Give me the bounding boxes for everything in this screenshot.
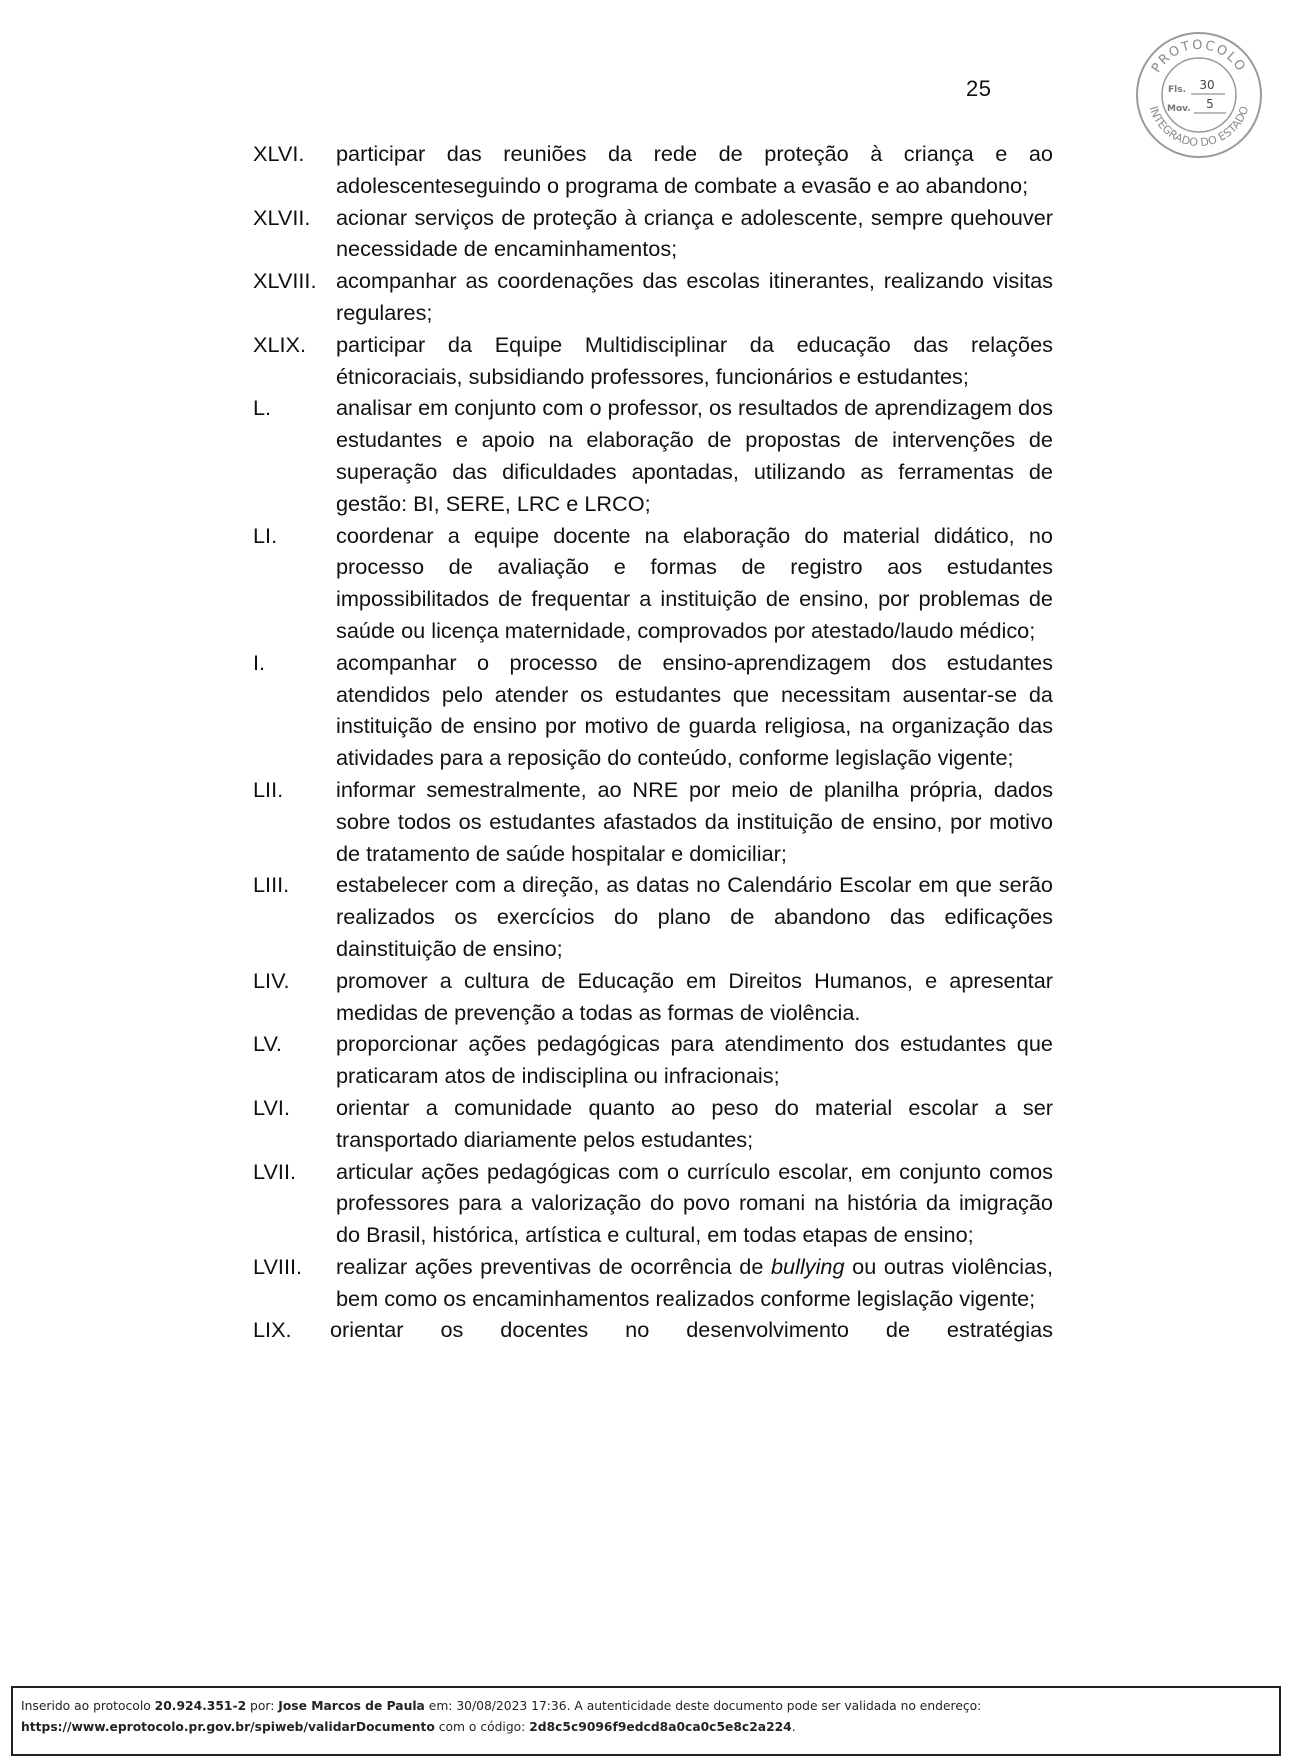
list-item: [253, 202, 1053, 266]
item-text: [336, 1251, 1053, 1315]
item-text: acompanhar as coordenações das escolas itinerantes, realizando visitas regulares;: [336, 268, 1053, 325]
list-item: [253, 869, 1053, 964]
item-text: articular ações pedagógicas com o currículo escolar, em conjunto comos professores para a valorização do povo romani na história da imigração do Brasil, histórica, artística e cultural, em todas etapas de ensino;: [336, 1158, 1053, 1248]
item-text-before: realizar ações preventivas de ocorrência de: [336, 1253, 771, 1279]
item-number: LVI.: [253, 1094, 290, 1120]
item-number: XLVIII.: [253, 268, 317, 294]
item-number: LVIII.: [253, 1253, 303, 1279]
validation-url[interactable]: https://www.eprotocolo.pr.gov.br/spiweb/validarDocumento: [21, 1720, 435, 1734]
stamp-fls-value: 30: [1199, 78, 1215, 92]
list-item: [253, 138, 1053, 202]
item-number: L.: [253, 395, 272, 421]
item-number: LIX.: [253, 1317, 292, 1343]
item-text: acompanhar o processo de ensino-aprendizagem dos estudantes atendidos pelo atender os estudantes que necessitam ausentar-se da instituição de ensino por motivo de guarda religiosa, na organização das atividades para a reposição do conteúdo, conforme legislação vigente;: [336, 649, 1053, 771]
item-text: acionar serviços de proteção à criança e adolescente, sempre quehouver necessidade de encaminhamentos;: [336, 204, 1053, 262]
footer-text: com o código:: [434, 1720, 530, 1734]
stamp-mov-label: Mov.: [1167, 104, 1191, 114]
stamp-mov-value: 5: [1206, 97, 1214, 111]
item-number: LIII.: [253, 872, 290, 898]
stamp-bottom-text: INTEGRADO DO ESTADO: [1146, 104, 1252, 150]
item-text: informar semestralmente, ao NRE por meio de planilha própria, dados sobre todos os estudantes afastados da instituição de ensino, por motivo de tratamento de saúde hospitalar e domiciliar;: [336, 776, 1053, 866]
protocol-stamp: [1134, 30, 1264, 160]
item-text: orientar os docentes no desenvolvimento de estratégias: [330, 1317, 1053, 1343]
list-item: [253, 520, 1053, 647]
item-text: analisar em conjunto com o professor, os resultados de aprendizagem dos estudantes e apoio na elaboração de propostas de intervenções de superação das dificuldades apontadas, utilizando as ferramentas de gestão: BI, SERE, LRC e LRCO;: [336, 395, 1053, 516]
item-number: XLVI.: [253, 141, 305, 166]
footer-line-1: [21, 1696, 1271, 1717]
list-item: [253, 774, 1053, 869]
protocol-footer: [11, 1686, 1281, 1756]
footer-text: Inserido ao protocolo: [21, 1699, 155, 1713]
list-item: [253, 965, 1053, 1029]
item-text: promover a cultura de Educação em Direitos Humanos, e apresentar medidas de prevenção a todas as formas de violência.: [336, 967, 1053, 1025]
list-item: [253, 392, 1053, 519]
footer-line-2: [21, 1717, 1271, 1738]
stamp-fls-label: Fls.: [1168, 85, 1187, 95]
list-item: [253, 1028, 1053, 1092]
list-item: [253, 647, 1053, 774]
item-text: estabelecer com a direção, as datas no Calendário Escolar em que serão realizados os exercícios do plano de abandono das edificações dainstituição de ensino;: [336, 872, 1053, 961]
item-text: participar da Equipe Multidisciplinar da educação das relações étnicoraciais, subsidiando professores, funcionários e estudantes;: [336, 331, 1053, 389]
item-text: coordenar a equipe docente na elaboração do material didático, no processo de avaliação e formas de registro aos estudantes impossibilitados de frequentar a instituição de ensino, por problemas de saúde ou licença maternidade, comprovados por atestado/laudo médico;: [336, 522, 1053, 643]
list-item: [253, 1251, 1053, 1315]
item-text: proporcionar ações pedagógicas para atendimento dos estudantes que praticaram atos de indisciplina ou infracionais;: [336, 1031, 1053, 1089]
item-number: I.: [253, 649, 266, 675]
author-name: Jose Marcos de Paula: [278, 1699, 425, 1713]
item-number: LI.: [253, 522, 278, 548]
competencies-list: [253, 138, 1053, 1346]
list-item: [253, 1314, 1053, 1346]
item-text: participar das reuniões da rede de proteção à criança e ao adolescenteseguindo o programa de combate a evasão e ao abandono;: [336, 141, 1053, 198]
footer-text: em: 30/08/2023 17:36. A autenticidade deste documento pode ser validada no endereço:: [424, 1699, 982, 1713]
item-text: orientar a comunidade quanto ao peso do material escolar a ser transportado diariamente pelos estudantes;: [336, 1094, 1053, 1152]
list-item: [253, 1092, 1053, 1156]
item-number: LIV.: [253, 967, 290, 993]
item-number: XLVII.: [253, 204, 311, 230]
item-number: LVII.: [253, 1158, 296, 1184]
footer-text: .: [791, 1720, 796, 1734]
footer-text: por:: [246, 1699, 279, 1713]
protocol-number: 20.924.351-2: [154, 1699, 247, 1713]
item-number: LV.: [253, 1031, 282, 1057]
item-text-after: ou outras violências, bem como os encaminhamentos realizados conforme legislação vigente;: [336, 1253, 1054, 1311]
validation-code: 2d8c5c9096f9edcd8a0ca0c5e8c2a224: [529, 1720, 792, 1734]
item-text-italic: bullying: [771, 1253, 845, 1279]
list-item: [253, 265, 1053, 329]
item-number: XLIX.: [253, 331, 307, 357]
list-item: [253, 1156, 1053, 1251]
page-number: 25: [966, 76, 992, 101]
item-number: LII.: [253, 776, 284, 802]
list-item: [253, 329, 1053, 393]
stamp-top-text: PROTOCOLO: [1148, 37, 1249, 76]
